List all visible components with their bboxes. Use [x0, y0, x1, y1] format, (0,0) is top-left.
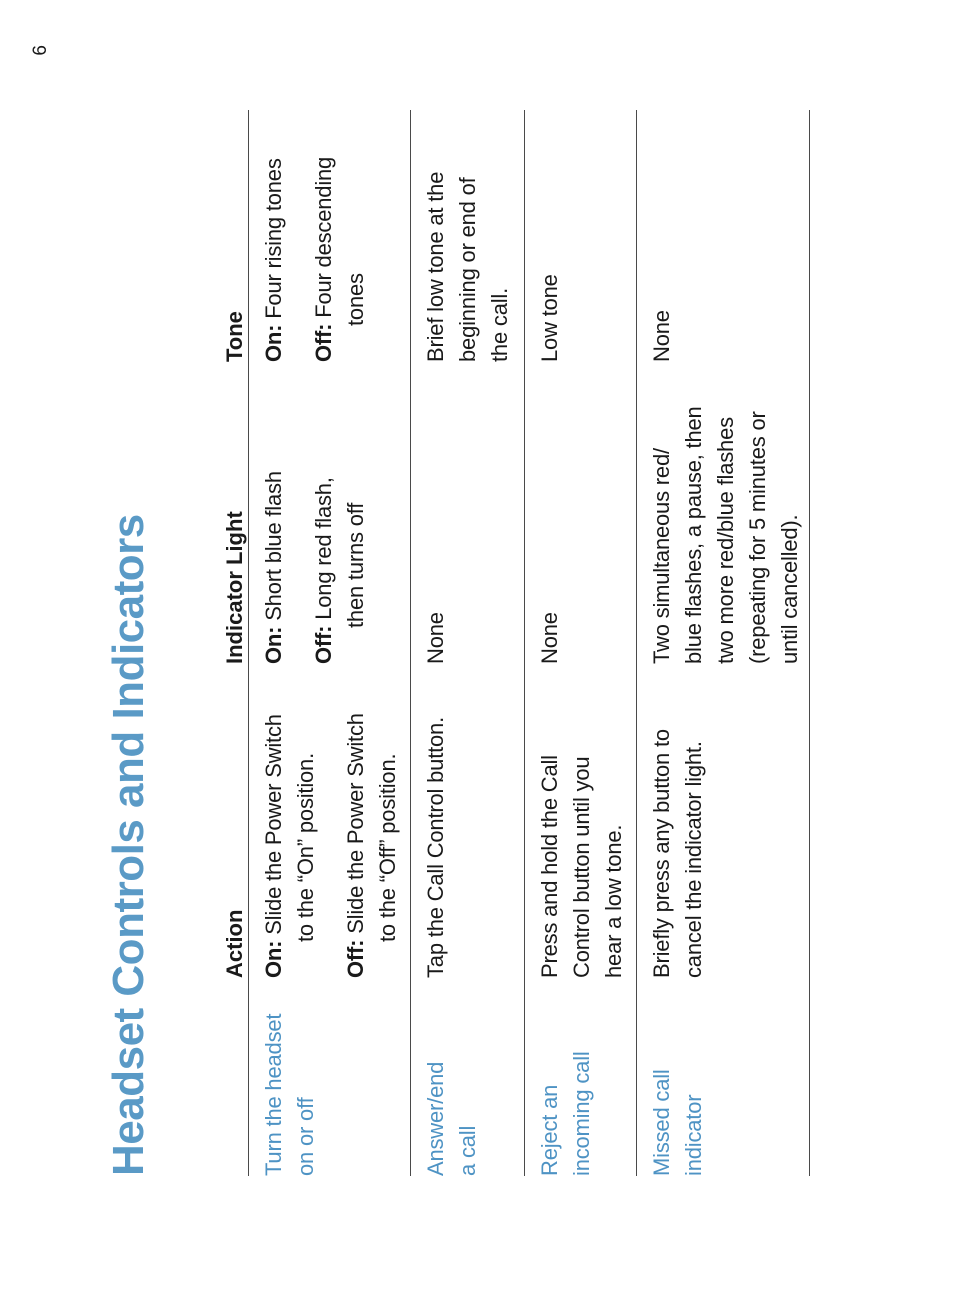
- action-line: cancel the indicator light.: [681, 741, 706, 978]
- on-key: On:: [261, 324, 286, 362]
- table-bottom-rule: [809, 110, 810, 1176]
- row-divider: [524, 110, 525, 1176]
- row-label-line: Reject an: [537, 1084, 562, 1176]
- light-off-text-cont: then turns off: [343, 502, 368, 628]
- action-line: hear a low tone.: [601, 824, 626, 978]
- tone-off-text-cont: tones: [343, 273, 368, 326]
- row-label-answer: [420, 996, 484, 1176]
- action-off-text: Slide the Power Switch: [343, 713, 368, 940]
- tone-cell-answer: [420, 132, 516, 362]
- action-line: Briefly press any button to: [649, 729, 674, 978]
- off-key: Off:: [311, 625, 336, 664]
- action-on-entry: [258, 678, 322, 978]
- action-off-entry: [340, 678, 404, 978]
- light-off-entry: [308, 374, 372, 664]
- on-key: On:: [261, 940, 286, 978]
- row-label-line: indicator: [681, 1094, 706, 1176]
- off-key: Off:: [311, 323, 336, 362]
- tone-on-entry: [258, 132, 290, 362]
- action-cell-power: [258, 678, 404, 978]
- row-label-line: on or off: [293, 1097, 318, 1176]
- row-label-line: Turn the headset: [261, 1013, 286, 1176]
- column-header-action: Action: [222, 909, 247, 978]
- action-off-text-cont: to the “Off” position.: [375, 753, 400, 942]
- light-on-text: Short blue flash: [261, 471, 286, 627]
- tone-cell-reject: Low tone: [537, 274, 562, 362]
- row-divider: [410, 110, 411, 1176]
- column-header-tone: Tone: [222, 311, 247, 362]
- action-on-text-cont: to the “On” position.: [293, 752, 318, 942]
- row-divider: [636, 110, 637, 1176]
- tone-line: Brief low tone at the: [423, 171, 448, 362]
- light-on-entry: [258, 374, 290, 664]
- off-key: Off:: [343, 939, 368, 978]
- action-cell-missed-call: [646, 678, 710, 978]
- light-cell-answer: None: [423, 612, 448, 664]
- action-line: Control button until you: [569, 756, 594, 978]
- light-line: (repeating for 5 minutes or: [745, 411, 770, 664]
- action-line: Press and hold the Call: [537, 755, 562, 978]
- page-title: Headset Controls and Indicators: [104, 514, 153, 1176]
- tone-cell-power: [258, 132, 372, 362]
- page-number: 6: [30, 45, 51, 56]
- light-cell-missed-call: [646, 374, 806, 664]
- row-label-power: [258, 996, 322, 1176]
- row-label-line: Answer/end: [423, 1061, 448, 1176]
- action-on-text: Slide the Power Switch: [261, 714, 286, 941]
- light-cell-power: [258, 374, 372, 664]
- on-key: On:: [261, 626, 286, 664]
- light-off-text: Long red flash,: [311, 477, 336, 626]
- row-label-line: Missed call: [649, 1069, 674, 1176]
- column-header-indicator-light: Indicator Light: [222, 511, 247, 664]
- light-line: Two simultaneous red/: [649, 448, 674, 664]
- row-label-line: a call: [455, 1125, 480, 1176]
- light-line: two more red/blue flashes: [713, 417, 738, 664]
- action-cell-reject: [534, 678, 630, 978]
- tone-off-entry: [308, 132, 372, 362]
- row-label-line: incoming call: [569, 1051, 594, 1176]
- header-divider: [248, 110, 249, 1176]
- tone-cell-missed-call: None: [649, 310, 674, 362]
- tone-line: beginning or end of: [455, 177, 480, 362]
- row-label-reject: [534, 996, 598, 1176]
- action-cell-answer: Tap the Call Control button.: [423, 717, 448, 978]
- tone-on-text: Four rising tones: [261, 158, 286, 325]
- tone-line: the call.: [487, 287, 512, 362]
- tone-off-text: Four descending: [311, 156, 336, 324]
- row-label-missed-call: [646, 996, 710, 1176]
- light-line: until cancelled).: [777, 514, 802, 664]
- light-cell-reject: None: [537, 612, 562, 664]
- light-line: blue flashes, a pause, then: [681, 406, 706, 664]
